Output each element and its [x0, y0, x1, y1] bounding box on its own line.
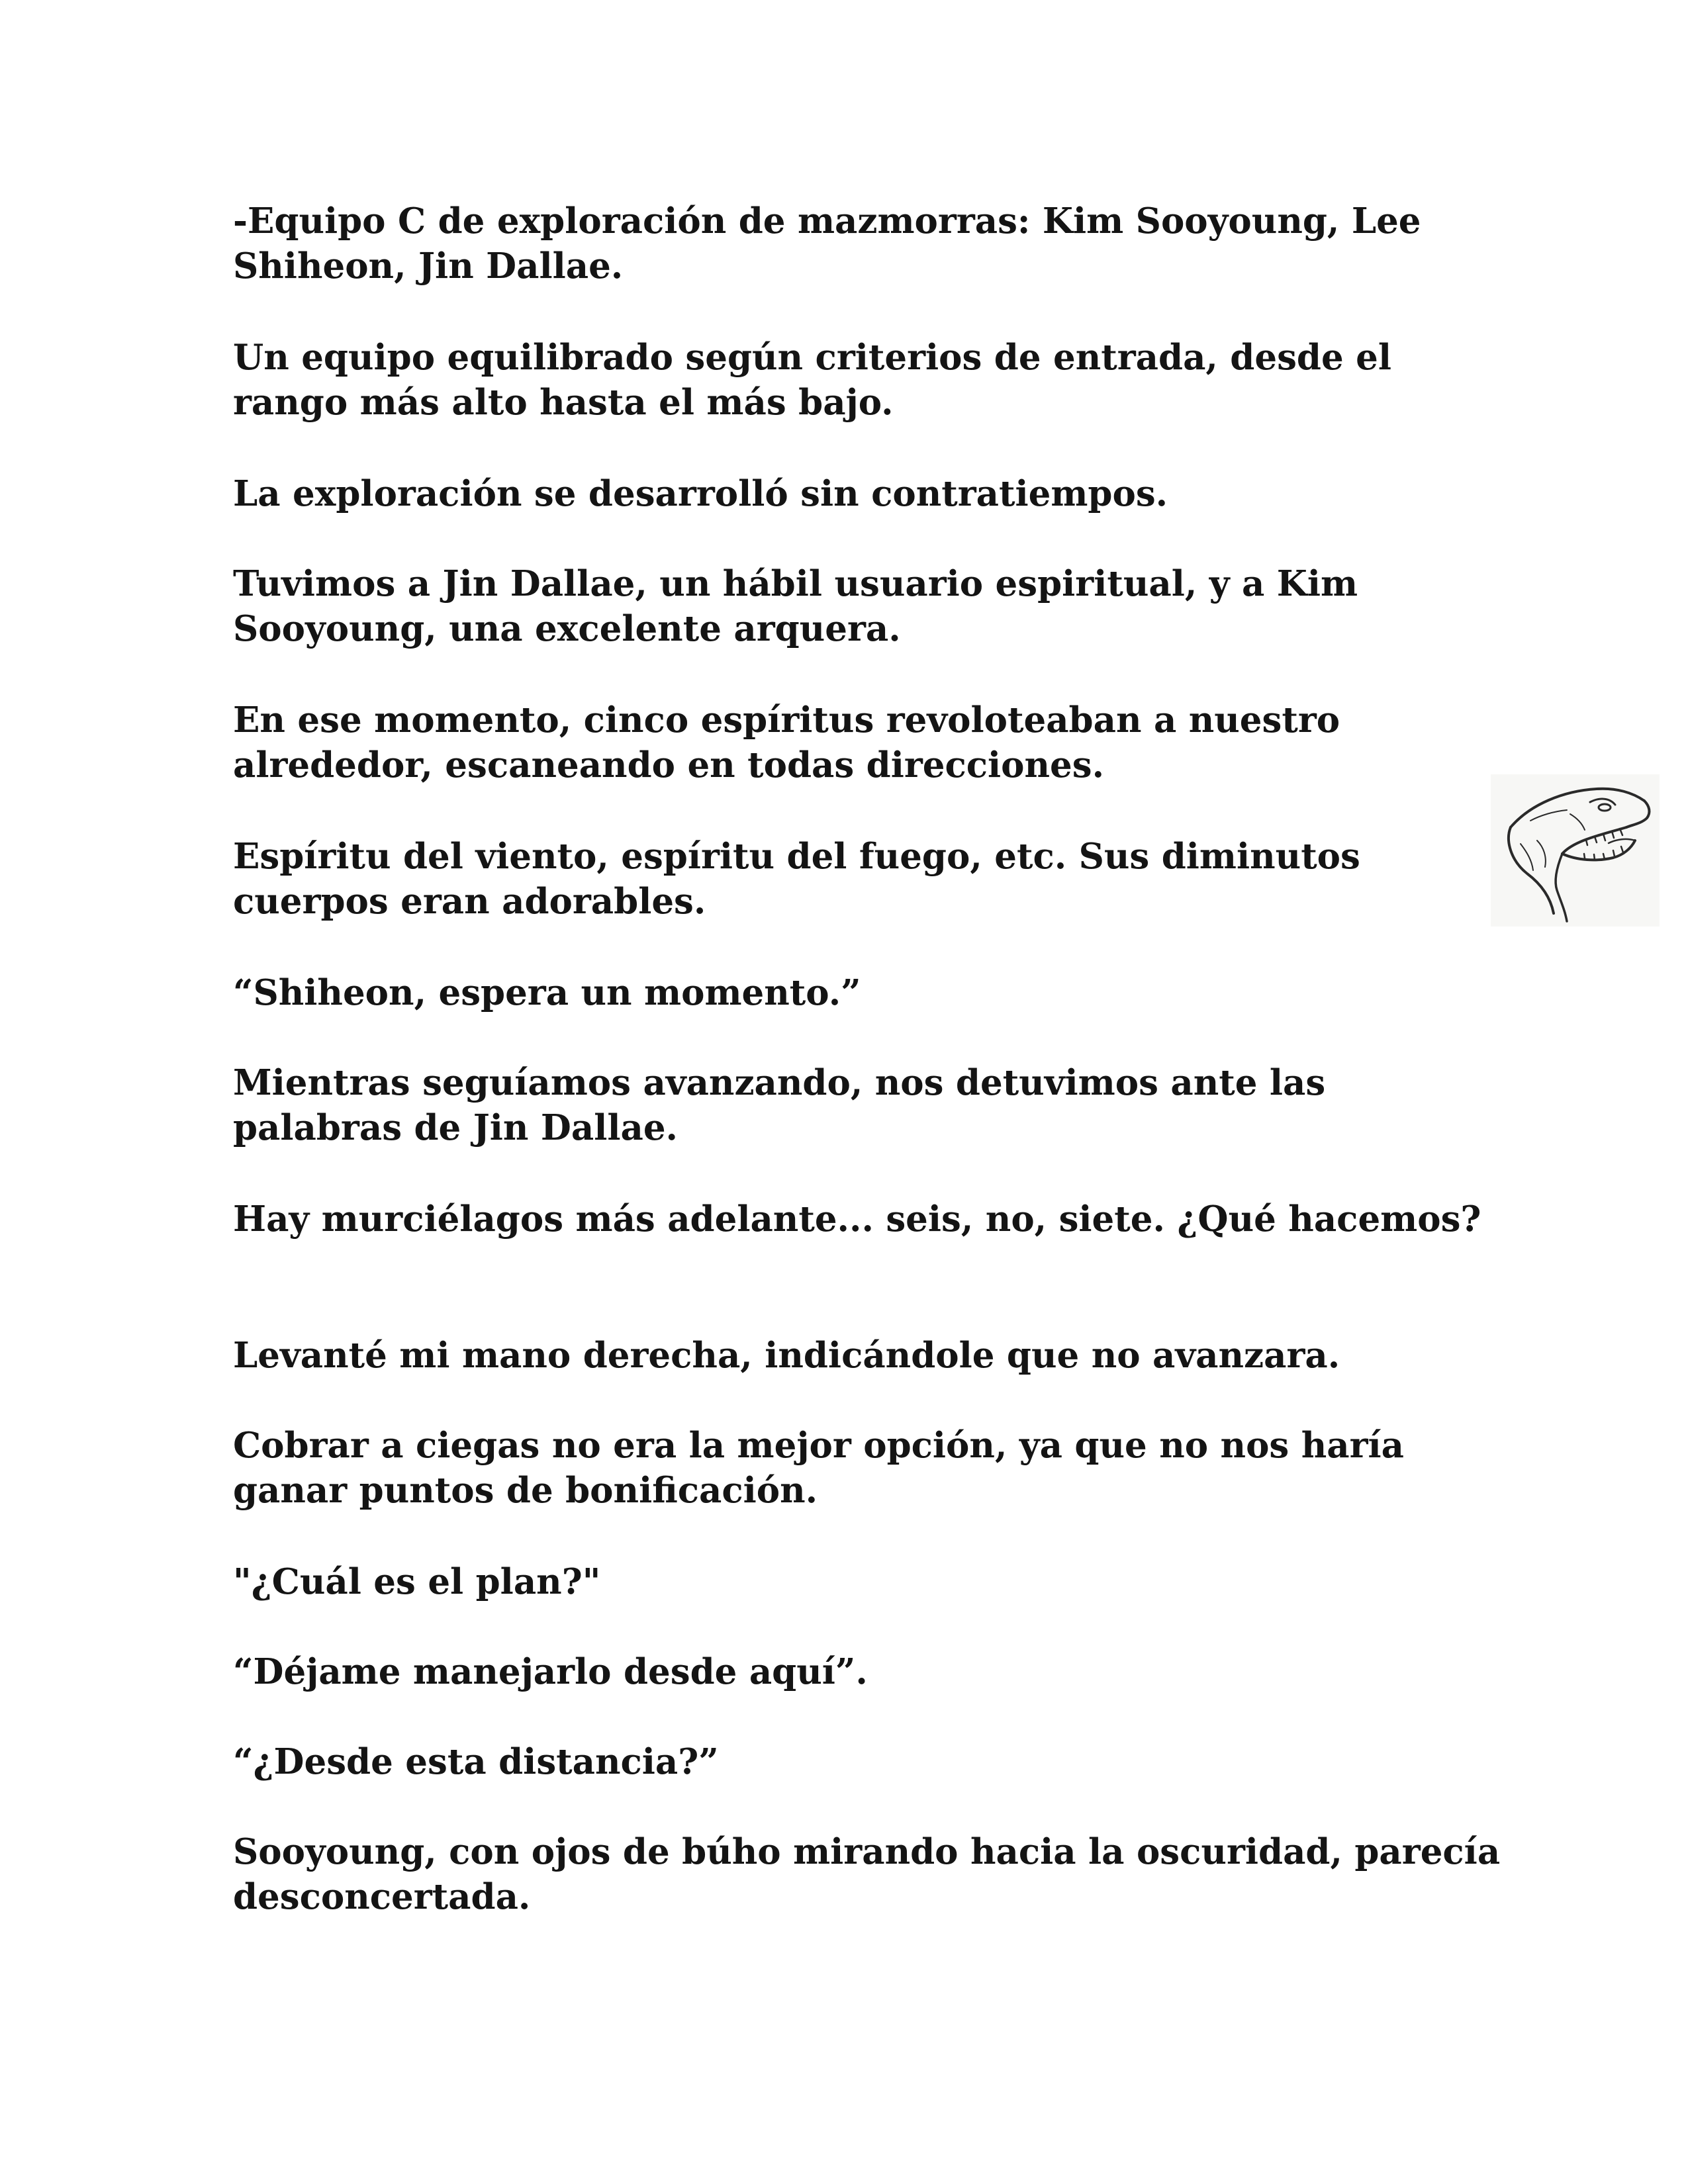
paragraph-3: La exploración se desarrolló sin contratiempos. [233, 473, 1168, 514]
paragraph-9: Hay murciélagos más adelante... seis, no, siete. ¿Qué hacemos? [233, 1199, 1481, 1240]
paragraph-5: En ese momento, cinco espíritus revoloteaban a nuestro alrededor, escaneando en todas direcciones. [233, 700, 1340, 786]
paragraph-12: "¿Cuál es el plan?" [233, 1561, 601, 1602]
paragraph-10: Levanté mi mano derecha, indicándole que no avanzara. [233, 1335, 1340, 1376]
paragraph-15: Sooyoung, con ojos de búho mirando hacia la oscuridad, parecía desconcertada. [233, 1831, 1501, 1917]
paragraph-6: Espíritu del viento, espíritu del fuego, etc. Sus diminutos cuerpos eran adorables. [233, 836, 1360, 922]
paragraph-2: Un equipo equilibrado según criterios de entrada, desde el rango más alto hasta el más bajo. [233, 337, 1392, 423]
paragraph-14: “¿Desde esta distancia?” [233, 1741, 719, 1782]
paragraph-4: Tuvimos a Jin Dallae, un hábil usuario espiritual, y a Kim Sooyoung, una excelente arquera. [233, 563, 1358, 649]
paragraph-8: Mientras seguíamos avanzando, nos detuvimos ante las palabras de Jin Dallae. [233, 1062, 1326, 1148]
paragraph-11: Cobrar a ciegas no era la mejor opción, ya que no nos haría ganar puntos de bonificación. [233, 1425, 1404, 1511]
paragraph-1: -Equipo C de exploración de mazmorras: Kim Sooyoung, Lee Shiheon, Jin Dallae. [233, 201, 1421, 287]
paragraph-7: “Shiheon, espera un momento.” [233, 972, 861, 1013]
dinosaur-head-sketch-icon [1491, 774, 1660, 927]
paragraph-13: “Déjame manejarlo desde aquí”. [233, 1651, 868, 1692]
